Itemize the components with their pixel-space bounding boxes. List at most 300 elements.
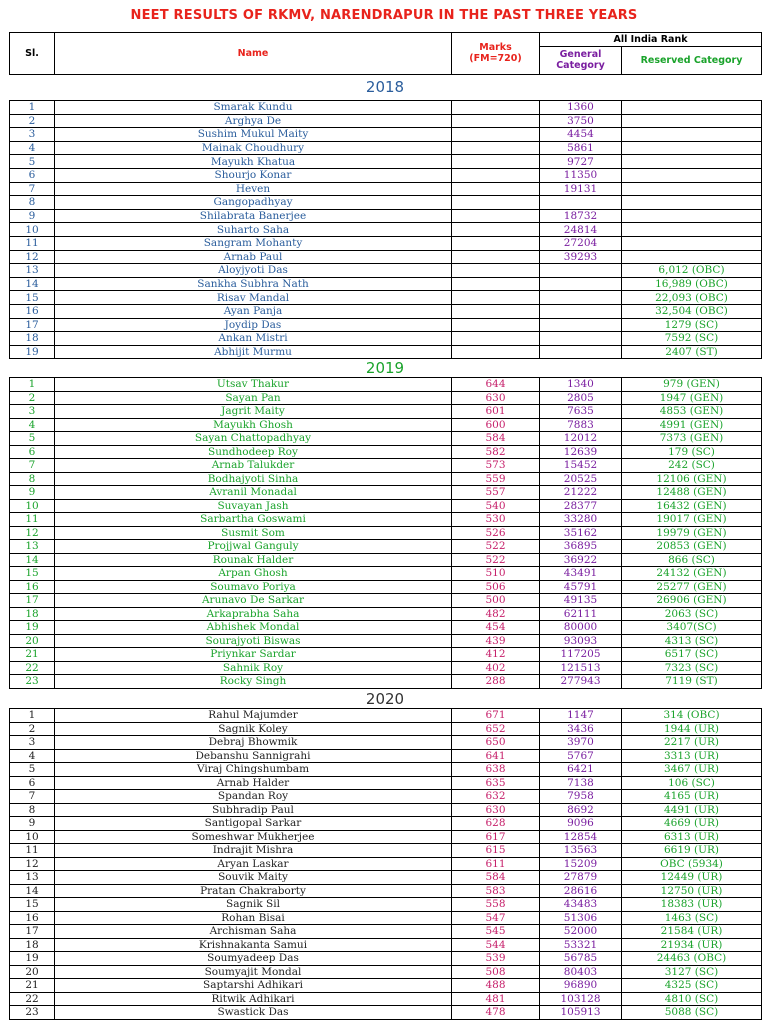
cell-general: 7958 (540, 790, 622, 804)
table-row (10, 486, 762, 500)
cell-general: 1340 (540, 378, 622, 392)
cell-sl: 22 (10, 992, 55, 1006)
table-row (10, 472, 762, 486)
year-heading-2018: 2018 (365, 78, 405, 96)
cell-name: Smarak Kundu (55, 101, 452, 115)
cell-reserved (622, 155, 762, 169)
cell-marks: 500 (452, 594, 540, 608)
table-row (10, 871, 762, 885)
cell-general: 6421 (540, 763, 622, 777)
header-all-india-rank: All India Rank (540, 33, 762, 47)
table-row (10, 304, 762, 318)
cell-marks: 635 (452, 776, 540, 790)
table-row (10, 776, 762, 790)
header-marks-line1: Marks (479, 41, 512, 53)
cell-sl: 10 (10, 223, 55, 237)
cell-name: Sagnik Koley (55, 722, 452, 736)
cell-marks: 547 (452, 911, 540, 925)
header-general-line2: Category (556, 59, 605, 71)
cell-name: Santigopal Sarkar (55, 817, 452, 831)
table-row (10, 938, 762, 952)
cell-marks (452, 250, 540, 264)
cell-marks: 402 (452, 661, 540, 675)
cell-general: 5861 (540, 141, 622, 155)
cell-marks: 539 (452, 952, 540, 966)
cell-general: 121513 (540, 661, 622, 675)
cell-sl: 3 (10, 128, 55, 142)
cell-sl: 16 (10, 580, 55, 594)
results-table-2019 (9, 377, 762, 689)
cell-general: 36895 (540, 540, 622, 554)
table-row (10, 101, 762, 115)
table-row (10, 418, 762, 432)
cell-marks: 582 (452, 445, 540, 459)
cell-marks (452, 128, 540, 142)
cell-name: Debraj Bhowmik (55, 736, 452, 750)
cell-sl: 8 (10, 196, 55, 210)
cell-marks: 671 (452, 709, 540, 723)
cell-sl: 21 (10, 648, 55, 662)
cell-marks: 644 (452, 378, 540, 392)
cell-sl: 14 (10, 553, 55, 567)
cell-general: 18732 (540, 209, 622, 223)
results-table-2020 (9, 708, 762, 1020)
cell-general: 13563 (540, 844, 622, 858)
cell-general: 80403 (540, 965, 622, 979)
cell-sl: 18 (10, 938, 55, 952)
cell-general (540, 291, 622, 305)
cell-reserved: 2217 (UR) (622, 736, 762, 750)
cell-name: Sushim Mukul Maity (55, 128, 452, 142)
cell-reserved: 12750 (UR) (622, 884, 762, 898)
cell-name: Abhishek Mondal (55, 621, 452, 635)
cell-sl: 17 (10, 318, 55, 332)
cell-name: Arnab Paul (55, 250, 452, 264)
cell-marks: 630 (452, 803, 540, 817)
cell-marks: 558 (452, 898, 540, 912)
table-row (10, 857, 762, 871)
table-row (10, 884, 762, 898)
cell-general: 5767 (540, 749, 622, 763)
cell-name: Ritwik Adhikari (55, 992, 452, 1006)
cell-name: Aryan Laskar (55, 857, 452, 871)
header-name: Name (55, 33, 452, 75)
cell-name: Archisman Saha (55, 925, 452, 939)
cell-general: 21222 (540, 486, 622, 500)
table-row (10, 540, 762, 554)
header-table (9, 32, 762, 75)
cell-marks: 478 (452, 1006, 540, 1020)
cell-marks: 601 (452, 405, 540, 419)
cell-reserved: 4991 (GEN) (622, 418, 762, 432)
cell-reserved: 22,093 (OBC) (622, 291, 762, 305)
cell-reserved (622, 209, 762, 223)
cell-reserved: 21584 (UR) (622, 925, 762, 939)
cell-reserved: 2063 (SC) (622, 607, 762, 621)
cell-name: Soumyajit Mondal (55, 965, 452, 979)
cell-name: Sangram Mohanty (55, 236, 452, 250)
cell-reserved (622, 182, 762, 196)
cell-reserved: 2407 (ST) (622, 345, 762, 359)
cell-general: 1360 (540, 101, 622, 115)
table-row (10, 332, 762, 346)
cell-name: Utsav Thakur (55, 378, 452, 392)
table-row (10, 513, 762, 527)
cell-reserved: 866 (SC) (622, 553, 762, 567)
cell-name: Suvayan Jash (55, 499, 452, 513)
cell-marks: 506 (452, 580, 540, 594)
cell-general: 4454 (540, 128, 622, 142)
cell-reserved: 18383 (UR) (622, 898, 762, 912)
cell-reserved: 3127 (SC) (622, 965, 762, 979)
cell-marks (452, 304, 540, 318)
cell-marks (452, 332, 540, 346)
cell-marks: 584 (452, 432, 540, 446)
cell-name: Arghya De (55, 114, 452, 128)
cell-marks (452, 291, 540, 305)
table-row (10, 168, 762, 182)
cell-reserved (622, 196, 762, 210)
cell-name: Soumyadeep Das (55, 952, 452, 966)
cell-general: 96890 (540, 979, 622, 993)
cell-reserved: 7592 (SC) (622, 332, 762, 346)
cell-name: Priynkar Sardar (55, 648, 452, 662)
cell-sl: 10 (10, 499, 55, 513)
header-general-line1: General (559, 48, 602, 60)
cell-sl: 23 (10, 675, 55, 689)
cell-name: Jagrit Maity (55, 405, 452, 419)
cell-general: 8692 (540, 803, 622, 817)
cell-marks: 573 (452, 459, 540, 473)
cell-reserved: 4669 (UR) (622, 817, 762, 831)
table-row (10, 898, 762, 912)
table-row (10, 445, 762, 459)
cell-general: 7138 (540, 776, 622, 790)
cell-name: Souvik Maity (55, 871, 452, 885)
cell-general: 53321 (540, 938, 622, 952)
page-title: NEET RESULTS OF RKMV, NARENDRAPUR IN THE PAST THREE YEARS (130, 8, 638, 23)
cell-sl: 7 (10, 790, 55, 804)
cell-reserved: 6619 (UR) (622, 844, 762, 858)
cell-general (540, 196, 622, 210)
cell-marks: 522 (452, 553, 540, 567)
cell-general: 51306 (540, 911, 622, 925)
cell-sl: 7 (10, 459, 55, 473)
cell-reserved: 7119 (ST) (622, 675, 762, 689)
cell-marks: 526 (452, 526, 540, 540)
cell-marks: 439 (452, 634, 540, 648)
cell-name: Krishnakanta Samui (55, 938, 452, 952)
cell-sl: 6 (10, 776, 55, 790)
cell-reserved: 979 (GEN) (622, 378, 762, 392)
cell-sl: 13 (10, 540, 55, 554)
table-row (10, 709, 762, 723)
cell-name: Sourajyoti Biswas (55, 634, 452, 648)
cell-sl: 10 (10, 830, 55, 844)
cell-general: 27204 (540, 236, 622, 250)
cell-marks: 508 (452, 965, 540, 979)
cell-sl: 6 (10, 445, 55, 459)
cell-sl: 2 (10, 114, 55, 128)
cell-general (540, 318, 622, 332)
cell-marks: 615 (452, 844, 540, 858)
table-row (10, 749, 762, 763)
cell-sl: 22 (10, 661, 55, 675)
cell-sl: 8 (10, 472, 55, 486)
cell-marks (452, 223, 540, 237)
cell-reserved: 12449 (UR) (622, 871, 762, 885)
table-row (10, 580, 762, 594)
header-marks-line2: (FM=720) (469, 52, 522, 64)
cell-sl: 9 (10, 486, 55, 500)
cell-name: Risav Mandal (55, 291, 452, 305)
cell-name: Bodhajyoti Sinha (55, 472, 452, 486)
cell-general (540, 345, 622, 359)
cell-name: Rounak Halder (55, 553, 452, 567)
cell-reserved: 4853 (GEN) (622, 405, 762, 419)
cell-reserved: 12488 (GEN) (622, 486, 762, 500)
cell-sl: 15 (10, 898, 55, 912)
cell-reserved: 6313 (UR) (622, 830, 762, 844)
cell-name: Arkaprabha Saha (55, 607, 452, 621)
cell-sl: 5 (10, 763, 55, 777)
cell-general: 12854 (540, 830, 622, 844)
cell-reserved: 314 (OBC) (622, 709, 762, 723)
cell-marks: 545 (452, 925, 540, 939)
table-row (10, 979, 762, 993)
cell-marks: 617 (452, 830, 540, 844)
cell-reserved: 1947 (GEN) (622, 391, 762, 405)
cell-name: Subhradip Paul (55, 803, 452, 817)
cell-marks: 630 (452, 391, 540, 405)
cell-reserved: 19979 (GEN) (622, 526, 762, 540)
cell-name: Sayan Pan (55, 391, 452, 405)
cell-general: 277943 (540, 675, 622, 689)
cell-reserved: 4165 (UR) (622, 790, 762, 804)
cell-reserved: 1944 (UR) (622, 722, 762, 736)
table-row (10, 526, 762, 540)
cell-reserved: 24463 (OBC) (622, 952, 762, 966)
cell-marks: 638 (452, 763, 540, 777)
cell-general: 3436 (540, 722, 622, 736)
cell-reserved (622, 114, 762, 128)
cell-marks (452, 168, 540, 182)
table-row (10, 223, 762, 237)
cell-sl: 17 (10, 925, 55, 939)
cell-reserved (622, 250, 762, 264)
cell-general: 39293 (540, 250, 622, 264)
cell-reserved: 1279 (SC) (622, 318, 762, 332)
cell-general (540, 264, 622, 278)
cell-sl: 11 (10, 513, 55, 527)
cell-name: Sayan Chattopadhyay (55, 432, 452, 446)
cell-general: 15209 (540, 857, 622, 871)
table-row (10, 992, 762, 1006)
cell-marks (452, 196, 540, 210)
cell-name: Mayukh Khatua (55, 155, 452, 169)
cell-name: Sankha Subhra Nath (55, 277, 452, 291)
cell-marks: 530 (452, 513, 540, 527)
cell-marks: 454 (452, 621, 540, 635)
cell-reserved: 16,989 (OBC) (622, 277, 762, 291)
cell-marks (452, 182, 540, 196)
cell-general: 33280 (540, 513, 622, 527)
cell-marks: 650 (452, 736, 540, 750)
cell-name: Heven (55, 182, 452, 196)
cell-sl: 21 (10, 979, 55, 993)
table-row (10, 499, 762, 513)
cell-reserved: 4491 (UR) (622, 803, 762, 817)
table-row (10, 236, 762, 250)
cell-general (540, 332, 622, 346)
cell-sl: 4 (10, 418, 55, 432)
cell-general: 43491 (540, 567, 622, 581)
table-row (10, 661, 762, 675)
cell-name: Saptarshi Adhikari (55, 979, 452, 993)
table-row (10, 155, 762, 169)
cell-general: 43483 (540, 898, 622, 912)
cell-sl: 20 (10, 634, 55, 648)
cell-name: Sundhodeep Roy (55, 445, 452, 459)
table-row (10, 318, 762, 332)
cell-general: 117205 (540, 648, 622, 662)
table-row (10, 736, 762, 750)
cell-name: Rohan Bisai (55, 911, 452, 925)
cell-sl: 12 (10, 526, 55, 540)
cell-reserved: 5088 (SC) (622, 1006, 762, 1020)
cell-general: 2805 (540, 391, 622, 405)
cell-marks: 544 (452, 938, 540, 952)
cell-sl: 19 (10, 621, 55, 635)
cell-general: 36922 (540, 553, 622, 567)
cell-reserved: OBC (5934) (622, 857, 762, 871)
cell-name: Aloyjyoti Das (55, 264, 452, 278)
cell-name: Rahul Majumder (55, 709, 452, 723)
cell-reserved: 3313 (UR) (622, 749, 762, 763)
cell-marks: 412 (452, 648, 540, 662)
cell-sl: 1 (10, 709, 55, 723)
cell-sl: 3 (10, 736, 55, 750)
cell-reserved (622, 223, 762, 237)
cell-reserved: 1463 (SC) (622, 911, 762, 925)
cell-sl: 16 (10, 911, 55, 925)
cell-marks: 540 (452, 499, 540, 513)
cell-name: Suharto Saha (55, 223, 452, 237)
cell-reserved: 19017 (GEN) (622, 513, 762, 527)
cell-name: Joydip Das (55, 318, 452, 332)
cell-general: 35162 (540, 526, 622, 540)
cell-general: 7635 (540, 405, 622, 419)
cell-name: Projjwal Ganguly (55, 540, 452, 554)
cell-general: 62111 (540, 607, 622, 621)
cell-general: 24814 (540, 223, 622, 237)
cell-sl: 19 (10, 345, 55, 359)
table-row (10, 1006, 762, 1020)
cell-general: 28616 (540, 884, 622, 898)
table-row (10, 291, 762, 305)
cell-general: 12639 (540, 445, 622, 459)
cell-reserved: 25277 (GEN) (622, 580, 762, 594)
cell-sl: 12 (10, 857, 55, 871)
cell-general: 28377 (540, 499, 622, 513)
cell-sl: 4 (10, 141, 55, 155)
cell-general: 12012 (540, 432, 622, 446)
table-row (10, 925, 762, 939)
table-row (10, 567, 762, 581)
table-row (10, 391, 762, 405)
cell-general: 49135 (540, 594, 622, 608)
table-row (10, 264, 762, 278)
cell-reserved: 12106 (GEN) (622, 472, 762, 486)
cell-marks (452, 209, 540, 223)
cell-general: 52000 (540, 925, 622, 939)
cell-marks (452, 155, 540, 169)
cell-marks: 522 (452, 540, 540, 554)
cell-name: Viraj Chingshumbam (55, 763, 452, 777)
cell-marks: 632 (452, 790, 540, 804)
cell-marks: 510 (452, 567, 540, 581)
cell-marks: 583 (452, 884, 540, 898)
cell-reserved: 26906 (GEN) (622, 594, 762, 608)
cell-general: 9096 (540, 817, 622, 831)
cell-reserved: 21934 (UR) (622, 938, 762, 952)
table-row (10, 952, 762, 966)
cell-general (540, 304, 622, 318)
table-row (10, 675, 762, 689)
cell-name: Ankan Mistri (55, 332, 452, 346)
cell-marks: 488 (452, 979, 540, 993)
cell-reserved: 7323 (SC) (622, 661, 762, 675)
cell-name: Swastick Das (55, 1006, 452, 1020)
cell-marks (452, 277, 540, 291)
cell-marks (452, 345, 540, 359)
cell-name: Arpan Ghosh (55, 567, 452, 581)
table-row (10, 722, 762, 736)
cell-name: Spandan Roy (55, 790, 452, 804)
cell-reserved (622, 168, 762, 182)
table-row (10, 790, 762, 804)
cell-general: 103128 (540, 992, 622, 1006)
table-row (10, 648, 762, 662)
year-heading-2019: 2019 (365, 359, 405, 377)
cell-general: 1147 (540, 709, 622, 723)
cell-general: 9727 (540, 155, 622, 169)
cell-sl: 14 (10, 277, 55, 291)
cell-marks: 288 (452, 675, 540, 689)
cell-name: Sahnik Roy (55, 661, 452, 675)
cell-general: 27879 (540, 871, 622, 885)
cell-name: Abhijit Murmu (55, 345, 452, 359)
cell-general: 56785 (540, 952, 622, 966)
header-general-category (540, 47, 622, 75)
cell-sl: 17 (10, 594, 55, 608)
cell-name: Arnab Talukder (55, 459, 452, 473)
cell-general: 3970 (540, 736, 622, 750)
cell-sl: 4 (10, 749, 55, 763)
cell-sl: 18 (10, 607, 55, 621)
cell-name: Mainak Choudhury (55, 141, 452, 155)
cell-sl: 6 (10, 168, 55, 182)
cell-general (540, 277, 622, 291)
cell-name: Soumavo Poriya (55, 580, 452, 594)
cell-sl: 18 (10, 332, 55, 346)
cell-sl: 5 (10, 432, 55, 446)
cell-marks: 482 (452, 607, 540, 621)
cell-marks (452, 101, 540, 115)
cell-reserved: 4810 (SC) (622, 992, 762, 1006)
cell-reserved: 179 (SC) (622, 445, 762, 459)
cell-marks (452, 141, 540, 155)
